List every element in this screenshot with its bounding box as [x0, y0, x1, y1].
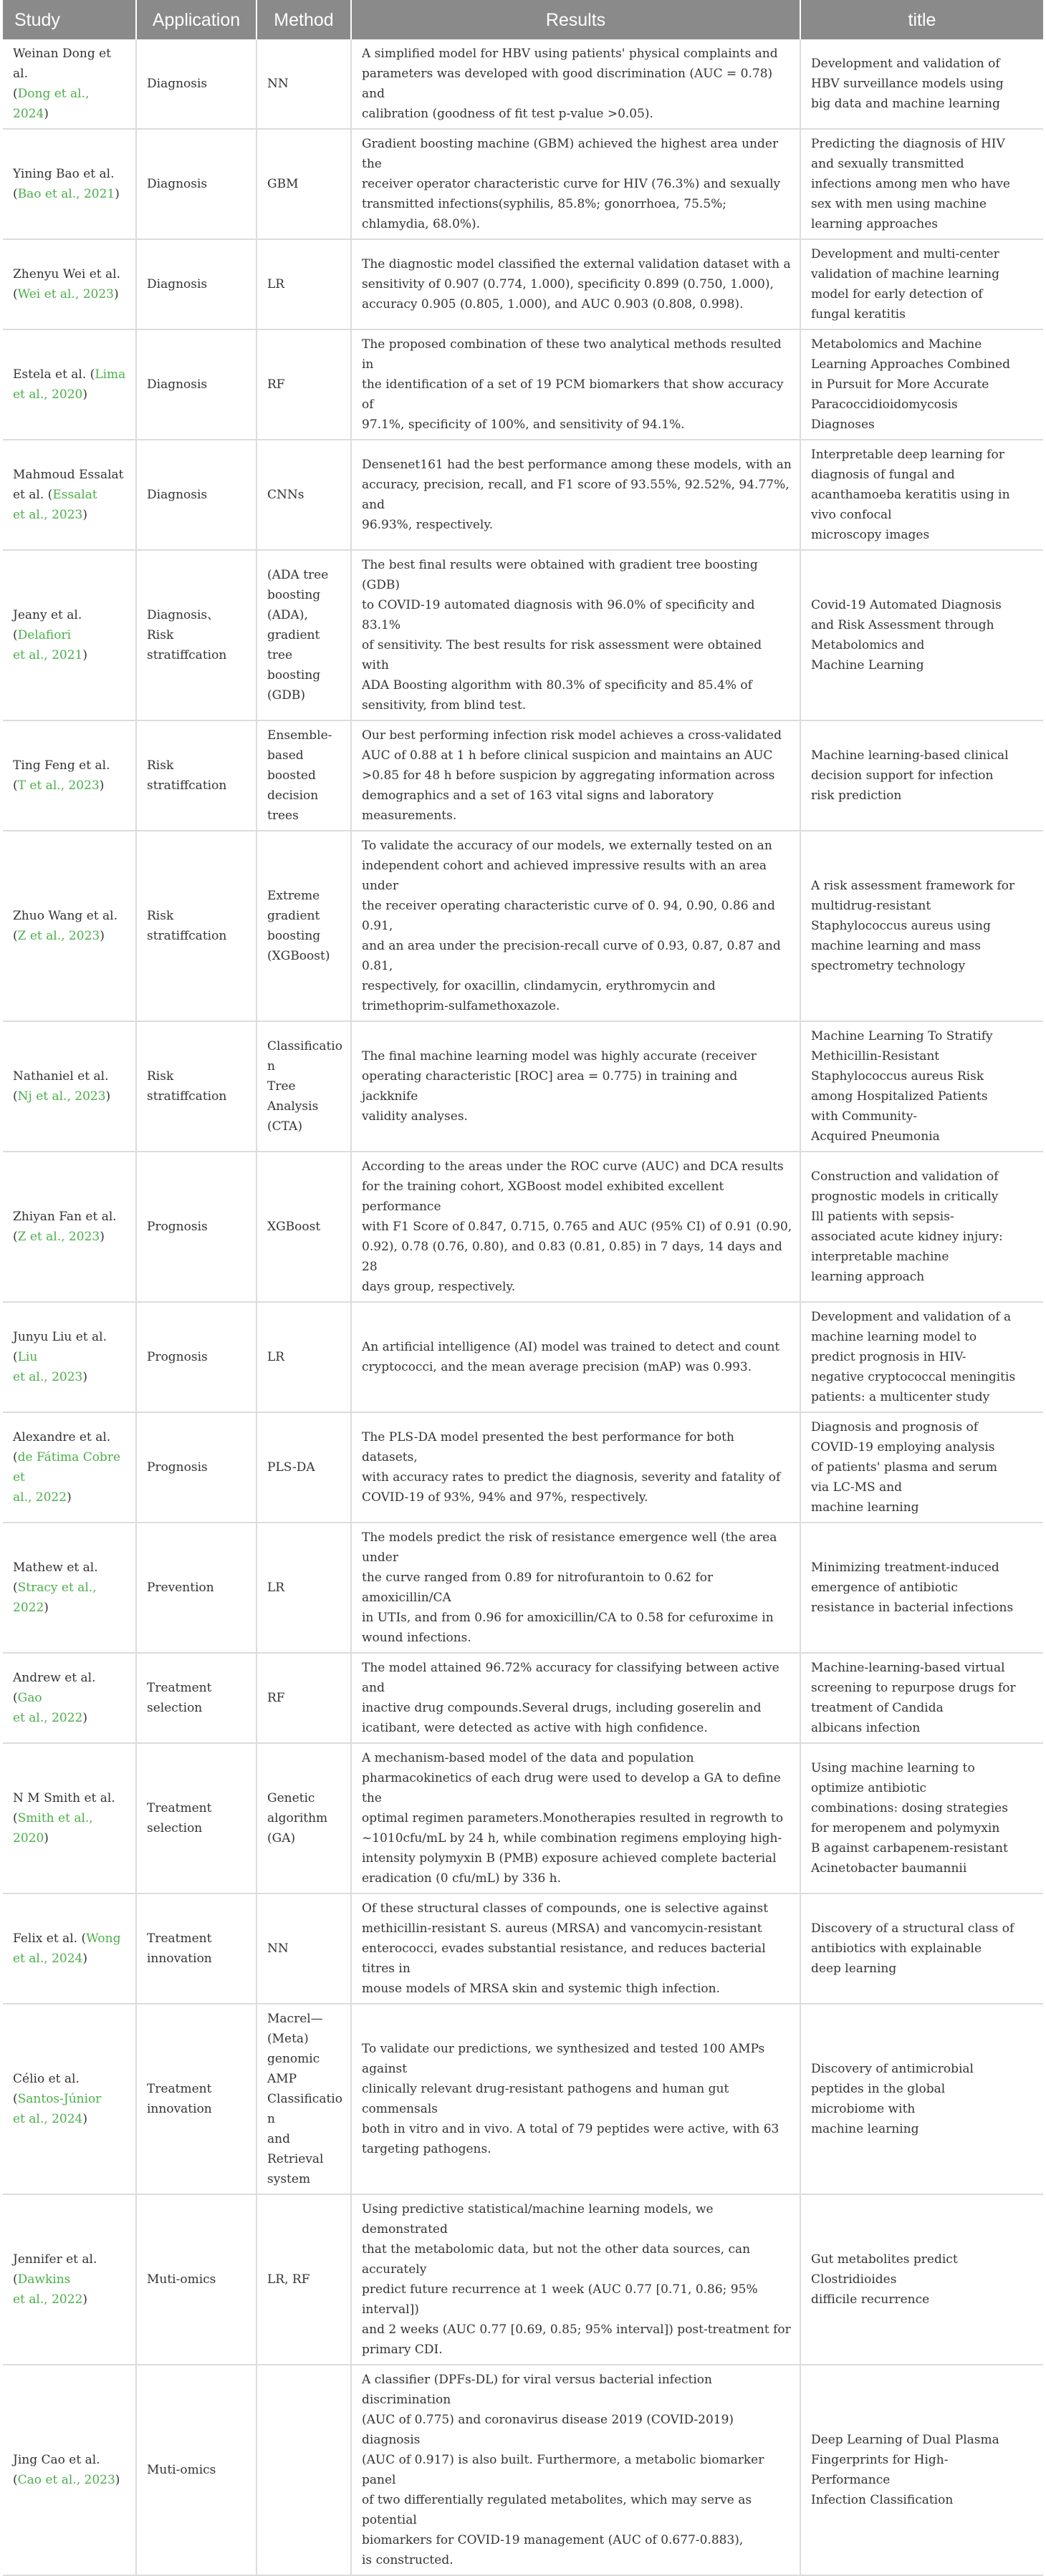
study-author: Célio et al. ( — [13, 2072, 80, 2106]
study-close: ) — [100, 929, 105, 943]
table-row — [3, 129, 1043, 239]
results-cell: The PLS-DA model presented the best performance for both datasets, with accuracy rates to predict the diagnosis, severity and fatality of COVID-19 of 93%, 94% and 97%, respectively. — [351, 1412, 800, 1523]
citation-link[interactable]: Dong et al., 2024 — [13, 87, 90, 121]
table-body — [3, 39, 1043, 2575]
results-cell: Densenet161 had the best performance among these models, with an accuracy, precision, recall, and F1 score of 93.55%, 92.52%, 94.77%, and 96.93%, respectively. — [351, 440, 800, 550]
header-title: title — [800, 0, 1043, 39]
application-cell: Prognosis — [136, 1412, 256, 1523]
study-close: ) — [82, 508, 87, 522]
study-cell — [3, 1302, 136, 1412]
title-cell: Machine Learning To Stratify Methicillin-Resistant Staphylococcus aureus Risk among Hospitalized Patients with Community- Acquired Pneumonia — [800, 1021, 1043, 1152]
application-cell: Risk stratiffcation — [136, 1021, 256, 1152]
title-cell: Metabolomics and Machine Learning Approaches Combined in Pursuit for More Accurate Paracoccidioidomycosis Diagnoses — [800, 329, 1043, 440]
study-cell — [3, 2365, 136, 2575]
citation-link[interactable]: T et al., 2023 — [17, 778, 100, 793]
study-author: Mahmoud Essalat et al. ( — [13, 468, 124, 502]
study-cell — [3, 329, 136, 440]
study-author: Zhuo Wang et al. ( — [13, 909, 117, 943]
citation-link[interactable]: de Fátima Cobre et al., 2022 — [13, 1450, 121, 1505]
method-cell: Genetic algorithm (GA) — [256, 1743, 351, 1894]
application-cell: Diagnosis — [136, 239, 256, 329]
study-cell — [3, 440, 136, 550]
study-close: ) — [44, 107, 49, 121]
title-cell: Covid-19 Automated Diagnosis and Risk Assessment through Metabolomics and Machine Learning — [800, 550, 1043, 720]
citation-link[interactable]: Cao et al., 2023 — [17, 2473, 115, 2487]
results-cell: According to the areas under the ROC curve (AUC) and DCA results for the training cohort, XGBoost model exhibited excellent performance with F1 Score of 0.847, 0.715, 0.765 and AUC (95% CI) of 0.91 (0.90, 0.92), 0.78 (0.76, 0.80), and 0.83 (0.81, 0.85) in 7 days, 14 days and 28 days group, respectively. — [351, 1152, 800, 1302]
table-row — [3, 831, 1043, 1021]
citation-link[interactable]: Liu et al., 2023 — [13, 1350, 83, 1384]
title-cell: Machine-learning-based virtual screening to repurpose drugs for treatment of Candida albicans infection — [800, 1653, 1043, 1743]
title-cell: Predicting the diagnosis of HIV and sexually transmitted infections among men who have sex with men using machine learning approaches — [800, 129, 1043, 239]
application-cell: Risk stratiffcation — [136, 720, 256, 831]
method-cell: Ensemble- based boosted decision trees — [256, 720, 351, 831]
application-cell: Treatment selection — [136, 1743, 256, 1894]
citation-link[interactable]: Smith et al., 2020 — [13, 1811, 93, 1846]
method-cell: RF — [256, 1653, 351, 1743]
application-cell: Prognosis — [136, 1302, 256, 1412]
application-cell: Prevention — [136, 1523, 256, 1653]
table-row — [3, 720, 1043, 831]
results-cell: The proposed combination of these two analytical methods resulted in the identification of a set of 19 PCM biomarkers that show accuracy of 97.1%, specificity of 100%, and sensitivity of 94.1%. — [351, 329, 800, 440]
title-cell: Gut metabolites predict Clostridioides difficile recurrence — [800, 2194, 1043, 2365]
study-close: ) — [44, 1831, 49, 1846]
citation-link[interactable]: Z et al., 2023 — [17, 929, 100, 943]
study-close: ) — [99, 778, 105, 793]
table-row — [3, 1412, 1043, 1523]
header-row — [3, 0, 1043, 39]
citation-link[interactable]: Santos-Júnior et al., 2024 — [13, 2092, 102, 2126]
table-row — [3, 1152, 1043, 1302]
study-close: ) — [44, 1601, 49, 1615]
study-author: Alexandre et al. ( — [13, 1430, 111, 1465]
study-close: ) — [82, 1952, 87, 1966]
study-author: Andrew et al. ( — [13, 1671, 96, 1705]
method-cell: CNNs — [256, 440, 351, 550]
study-author: Zhiyan Fan et al. ( — [13, 1210, 117, 1244]
method-cell: RF — [256, 329, 351, 440]
application-cell: Treatment innovation — [136, 1894, 256, 2004]
table-row — [3, 1653, 1043, 1743]
header-method: Method — [256, 0, 351, 39]
study-close: ) — [105, 1089, 111, 1104]
study-cell — [3, 1653, 136, 1743]
study-cell — [3, 2194, 136, 2365]
citation-link[interactable]: Gao et al., 2022 — [13, 1691, 83, 1725]
study-cell — [3, 129, 136, 239]
results-cell: A classifier (DPFs-DL) for viral versus bacterial infection discrimination (AUC of 0.775) and coronavirus disease 2019 (COVID-2019) diagnosis (AUC of 0.917) is also built. Furthermore, a metabolic biomarker panel of two differentially regulated metabolites, which may serve as potential biomarkers for COVID-19 management (AUC of 0.677-0.883), is constructed. — [351, 2365, 800, 2575]
method-cell: NN — [256, 39, 351, 129]
study-author: N M Smith et al. ( — [13, 1791, 115, 1825]
application-cell: Diagnosis — [136, 39, 256, 129]
citation-link[interactable]: Wong et al., 2024 — [13, 1931, 121, 1966]
table-row — [3, 239, 1043, 329]
citation-link[interactable]: Essalat et al., 2023 — [13, 488, 97, 522]
title-cell: Construction and validation of prognostic models in critically Ill patients with sepsis- associated acute kidney injury: interpretable machine learning approach — [800, 1152, 1043, 1302]
table-row — [3, 2004, 1043, 2194]
title-cell: A risk assessment framework for multidrug-resistant Staphylococcus aureus using machine learning and mass spectrometry technology — [800, 831, 1043, 1021]
citation-link[interactable]: Wei et al., 2023 — [17, 287, 114, 302]
study-close: ) — [82, 648, 87, 662]
header-application: Application — [136, 0, 256, 39]
study-close: ) — [82, 1711, 87, 1725]
study-close: ) — [82, 1370, 87, 1384]
method-cell: LR — [256, 1302, 351, 1412]
results-cell: Using predictive statistical/machine learning models, we demonstrated that the metabolomic data, but not the other data sources, can accurately predict future recurrence at 1 week (AUC 0.77 [0.71, 0.86; 95% interval]) and 2 weeks (AUC 0.77 [0.69, 0.85; 95% interval]) post-treatment for primary CDI. — [351, 2194, 800, 2365]
study-cell — [3, 831, 136, 1021]
method-cell: GBM — [256, 129, 351, 239]
study-author: Jeany et al. ( — [13, 608, 82, 642]
citation-link[interactable]: Z et al., 2023 — [17, 1230, 100, 1244]
results-cell: The models predict the risk of resistance emergence well (the area under the curve ranged from 0.89 for nitrofurantoin to 0.62 for amoxicillin/CA in UTIs, and from 0.96 for amoxicillin/CA to 0.58 for cefuroxime in wound infections. — [351, 1523, 800, 1653]
study-close: ) — [115, 2473, 120, 2487]
header-study: Study — [3, 0, 136, 39]
results-cell: The diagnostic model classified the external validation dataset with a sensitivity of 0.907 (0.774, 1.000), specificity 0.899 (0.750, 1.000), accuracy 0.905 (0.805, 1.000), and AUC 0.903 (0.808, 0.998). — [351, 239, 800, 329]
method-cell: (ADA tree boosting (ADA), gradient tree boosting (GDB) — [256, 550, 351, 720]
header-results: Results — [351, 0, 800, 39]
application-cell: Muti-omics — [136, 2365, 256, 2575]
table-row — [3, 1523, 1043, 1653]
application-cell: Diagnosis、 Risk stratiffcation — [136, 550, 256, 720]
results-cell: To validate the accuracy of our models, we externally tested on an independent cohort and achieved impressive results with an area under the receiver operating characteristic curve of 0. 94, 0.90, 0.86 and 0.91, and an area under the precision-recall curve of 0.93, 0.87, 0.87 and 0.81, respectively, for oxacillin, clindamycin, erythromycin and trimethoprim-sulfamethoxazole. — [351, 831, 800, 1021]
study-close: ) — [82, 387, 87, 402]
results-cell: A mechanism-based model of the data and population pharmacokinetics of each drug were used to develop a GA to define the optimal regimen parameters.Monotherapies resulted in regrowth to ~1010cfu/mL by 24 h, while combination regimens employing high- intensity polymyxin B (PMB) exposure achieved complete bacterial eradication (0 cfu/mL) by 336 h. — [351, 1743, 800, 1894]
study-cell — [3, 1021, 136, 1152]
table-row — [3, 1302, 1043, 1412]
study-cell — [3, 239, 136, 329]
title-cell: Discovery of antimicrobial peptides in the global microbiome with machine learning — [800, 2004, 1043, 2194]
results-cell: Our best performing infection risk model achieves a cross-validated AUC of 0.88 at 1 h before clinical suspicion and maintains an AUC >0.85 for 48 h before suspicion by aggregating information across demographics and a set of 163 vital signs and laboratory measurements. — [351, 720, 800, 831]
method-cell: LR, RF — [256, 2194, 351, 2365]
title-cell: Deep Learning of Dual Plasma Fingerprints for High- Performance Infection Classification — [800, 2365, 1043, 2575]
citation-link[interactable]: Bao et al., 2021 — [17, 187, 115, 201]
application-cell: Risk stratiffcation — [136, 831, 256, 1021]
citation-link[interactable]: Stracy et al., 2022 — [13, 1581, 97, 1615]
method-cell: LR — [256, 1523, 351, 1653]
application-cell: Treatment selection — [136, 1653, 256, 1743]
study-close: ) — [67, 1490, 72, 1505]
study-cell — [3, 1412, 136, 1523]
table-row — [3, 1894, 1043, 2004]
table-row — [3, 2365, 1043, 2575]
results-cell: The best final results were obtained with gradient tree boosting (GDB) to COVID-19 automated diagnosis with 96.0% of specificity and 83.1% of sensitivity. The best results for risk assessment were obtained with ADA Boosting algorithm with 80.3% of specificity and 85.4% of sensitivity, from blind test. — [351, 550, 800, 720]
table-row — [3, 1743, 1043, 1894]
study-cell — [3, 720, 136, 831]
application-cell: Diagnosis — [136, 440, 256, 550]
study-cell — [3, 1523, 136, 1653]
study-author: Jennifer et al. ( — [13, 2252, 97, 2287]
citation-link[interactable]: Dawkins et al., 2022 — [13, 2272, 83, 2307]
application-cell: Treatment innovation — [136, 2004, 256, 2194]
study-cell — [3, 2004, 136, 2194]
citation-link[interactable]: Delafiori et al., 2021 — [13, 628, 83, 662]
table-row — [3, 440, 1043, 550]
title-cell: Development and multi-center validation of machine learning model for early detection of fungal keratitis — [800, 239, 1043, 329]
study-author: Yining Bao et al. ( — [13, 167, 115, 201]
title-cell: Using machine learning to optimize antibiotic combinations: dosing strategies for meropenem and polymyxin B against carbapenem-resistant Acinetobacter baumannii — [800, 1743, 1043, 1894]
method-cell: Classification Tree Analysis (CTA) — [256, 1021, 351, 1152]
table-row — [3, 1021, 1043, 1152]
study-cell — [3, 1152, 136, 1302]
study-author: Nathaniel et al. ( — [13, 1069, 109, 1104]
method-cell: PLS-DA — [256, 1412, 351, 1523]
study-cell — [3, 550, 136, 720]
title-cell: Development and validation of a machine learning model to predict prognosis in HIV- negative cryptococcal meningitis patients: a multicenter study — [800, 1302, 1043, 1412]
table-header — [3, 0, 1043, 39]
study-close: ) — [113, 287, 119, 302]
results-cell: Gradient boosting machine (GBM) achieved the highest area under the receiver operator characteristic curve for HIV (76.3%) and sexually transmitted infections(syphilis, 85.8%; gonorrhoea, 75.5%; chlamydia, 68.0%). — [351, 129, 800, 239]
results-cell: To validate our predictions, we synthesized and tested 100 AMPs against clinically relevant drug-resistant pathogens and human gut commensals both in vitro and in vivo. A total of 79 peptides were active, with 63 targeting pathogens. — [351, 2004, 800, 2194]
study-close: ) — [82, 2112, 87, 2126]
results-cell: The model attained 96.72% accuracy for classifying between active and inactive drug compounds.Several drugs, including goserelin and icatibant, were detected as active with high confidence. — [351, 1653, 800, 1743]
title-cell: Diagnosis and prognosis of COVID-19 employing analysis of patients' plasma and serum via LC-MS and machine learning — [800, 1412, 1043, 1523]
method-cell — [256, 2365, 351, 2575]
study-author: Zhenyu Wei et al. ( — [13, 267, 120, 302]
table-row — [3, 550, 1043, 720]
citation-link[interactable]: Lima et al., 2020 — [13, 367, 126, 402]
results-cell: The final machine learning model was highly accurate (receiver operating characteristic [ROC] area = 0.775) in training and jackknife validity analyses. — [351, 1021, 800, 1152]
study-author: Felix et al. ( — [13, 1931, 87, 1946]
method-cell: LR — [256, 239, 351, 329]
study-author: Jing Cao et al. ( — [13, 2453, 100, 2487]
table-row — [3, 39, 1043, 129]
application-cell: Muti-omics — [136, 2194, 256, 2365]
study-author: Mathew et al. ( — [13, 1560, 98, 1595]
study-author: Estela et al. ( — [13, 367, 95, 382]
studies-table — [3, 0, 1043, 2576]
title-cell: Development and validation of HBV surveillance models using big data and machine learning — [800, 39, 1043, 129]
method-cell: Macrel— (Meta) genomic AMP Classification and Retrieval system — [256, 2004, 351, 2194]
study-close: ) — [82, 2292, 87, 2307]
results-cell: Of these structural classes of compounds, one is selective against methicillin-resistant S. aureus (MRSA) and vancomycin-resistant enterococci, evades substantial resistance, and reduces bacterial titres in mouse models of MRSA skin and systemic thigh infection. — [351, 1894, 800, 2004]
study-cell — [3, 1743, 136, 1894]
results-cell: An artificial intelligence (AI) model was trained to detect and count cryptococci, and the mean average precision (mAP) was 0.993. — [351, 1302, 800, 1412]
study-cell — [3, 1894, 136, 2004]
method-cell: NN — [256, 1894, 351, 2004]
title-cell: Discovery of a structural class of antibiotics with explainable deep learning — [800, 1894, 1043, 2004]
method-cell: XGBoost — [256, 1152, 351, 1302]
table-row — [3, 2194, 1043, 2365]
application-cell: Prognosis — [136, 1152, 256, 1302]
study-close: ) — [115, 187, 120, 201]
application-cell: Diagnosis — [136, 129, 256, 239]
title-cell: Minimizing treatment-induced emergence of antibiotic resistance in bacterial infections — [800, 1523, 1043, 1653]
application-cell: Diagnosis — [136, 329, 256, 440]
study-author: Weinan Dong et al. ( — [13, 47, 112, 101]
table-row — [3, 329, 1043, 440]
title-cell: Interpretable deep learning for diagnosis of fungal and acanthamoeba keratitis using in vivo confocal microscopy images — [800, 440, 1043, 550]
study-close: ) — [100, 1230, 105, 1244]
study-cell — [3, 39, 136, 129]
study-author: Junyu Liu et al. ( — [13, 1330, 107, 1364]
title-cell: Machine learning-based clinical decision support for infection risk prediction — [800, 720, 1043, 831]
method-cell: Extreme gradient boosting (XGBoost) — [256, 831, 351, 1021]
study-author: Ting Feng et al. ( — [13, 758, 110, 793]
results-cell: A simplified model for HBV using patients' physical complaints and parameters was developed with good discrimination (AUC = 0.78) and calibration (goodness of fit test p-value >0.05). — [351, 39, 800, 129]
citation-link[interactable]: Nj et al., 2023 — [17, 1089, 106, 1104]
